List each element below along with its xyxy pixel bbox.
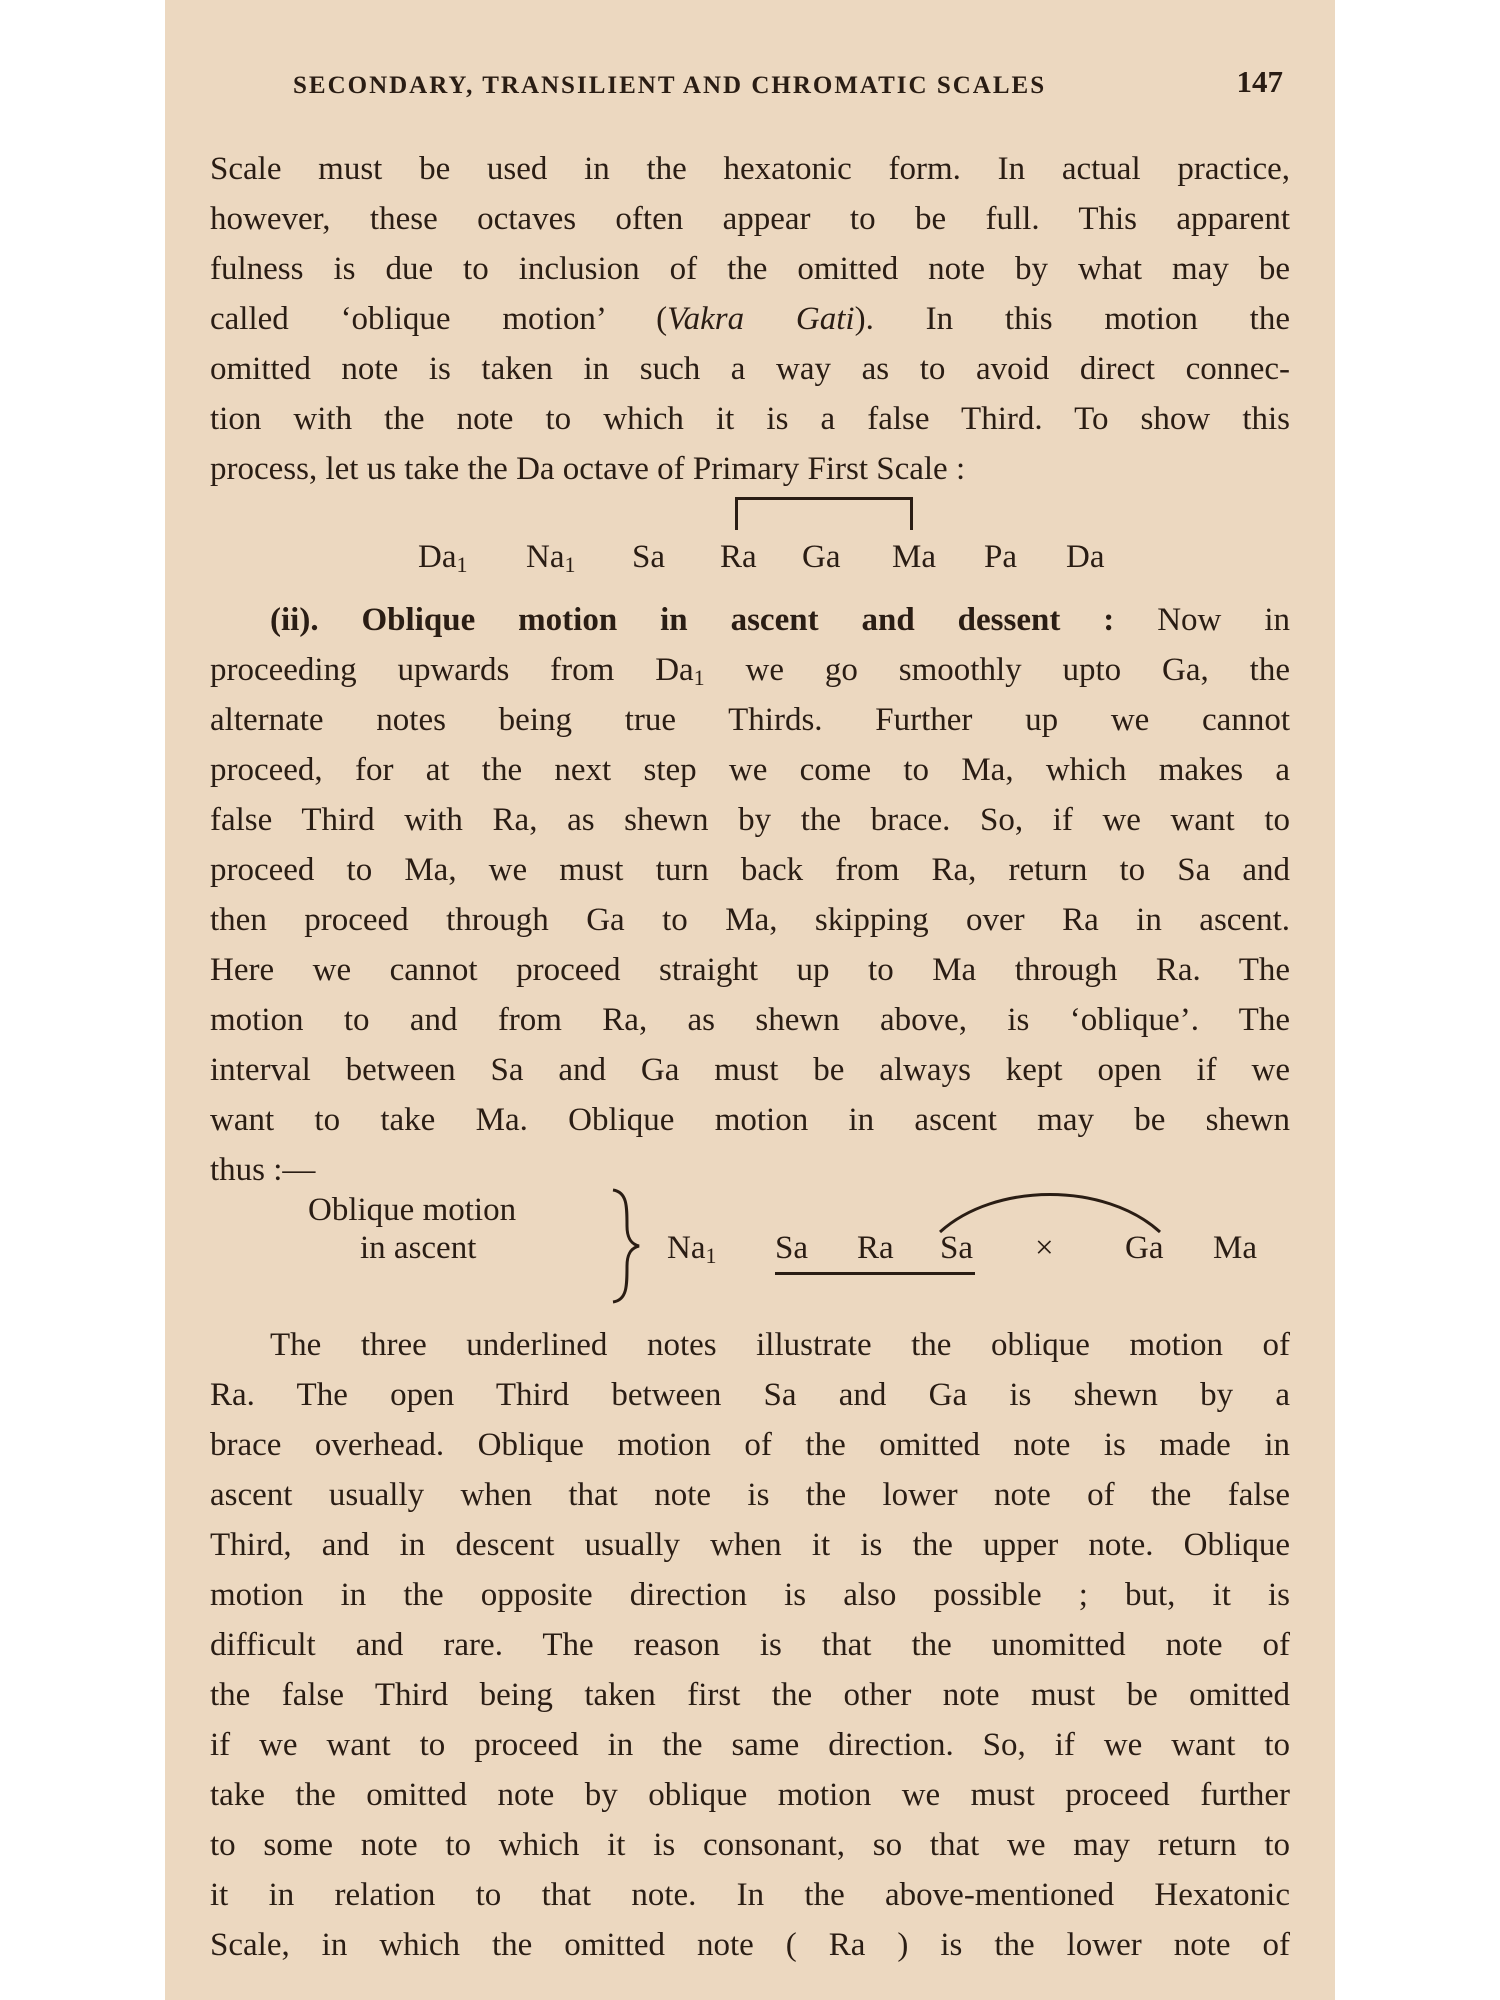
running-head-title: SECONDARY, TRANSILIENT AND CHROMATIC SCALES <box>293 72 1047 99</box>
text-line: difficult and rare. The reason is that the unomitted note of <box>210 1627 1290 1663</box>
seq-note: Sa <box>775 1230 808 1266</box>
text-line: ascent usually when that note is the lower note of the false <box>210 1477 1290 1513</box>
text-line: if we want to proceed in the same direction. So, if we want to <box>210 1727 1290 1763</box>
note <box>526 535 575 587</box>
text-line: alternate notes being true Thirds. Further up we cannot <box>210 702 1290 738</box>
text-line: Scale, in which the omitted note ( Ra ) is the lower note of <box>210 1927 1290 1963</box>
open-third-arc <box>935 1177 1165 1237</box>
text-line: (ii). Oblique motion in ascent and dessent : Now in <box>270 602 1290 638</box>
text-line: take the omitted note by oblique motion we must proceed further <box>210 1777 1290 1813</box>
oblique-motion-example <box>305 1192 1305 1302</box>
note-subscript: 1 <box>564 552 576 577</box>
note: Sa <box>632 539 665 575</box>
text-line: the false Third being taken first the other note must be omitted <box>210 1677 1290 1713</box>
note: Ra <box>720 539 757 575</box>
example-label-line1: Oblique motion <box>308 1192 517 1228</box>
text-line: tion with the note to which it is a false Third. To show this <box>210 401 1290 437</box>
text-line: proceeding upwards from $Da_1$ we go smoothly upto Ga, the <box>210 652 1290 690</box>
curly-brace-icon <box>605 1186 645 1306</box>
note: Ga <box>802 539 841 575</box>
underline-mark <box>775 1272 975 1275</box>
paragraph-2 <box>210 595 1290 1195</box>
text-line: The three underlined notes illustrate the oblique motion of <box>270 1327 1290 1363</box>
paragraph-1 <box>210 144 1290 494</box>
text-line: false Third with Ra, as shewn by the brace. So, if we want to <box>210 802 1290 838</box>
text-line: Scale must be used in the hexatonic form. In actual practice, <box>210 151 1290 187</box>
text-line: motion in the opposite direction is also possible ; but, it is <box>210 1577 1290 1613</box>
text-line: interval between Sa and Ga must be always kept open if we <box>210 1052 1290 1088</box>
text-line: proceed, for at the next step we come to Ma, which makes a <box>210 752 1290 788</box>
text-line: to some note to which it is consonant, so that we may return to <box>210 1827 1290 1863</box>
note-label: Da <box>418 539 457 575</box>
false-third-brace <box>735 497 913 530</box>
text-line: Ra. The open Third between Sa and Ga is shewn by a <box>210 1377 1290 1413</box>
text-line: Here we cannot proceed straight up to Ma through Ra. The <box>210 952 1290 988</box>
seq-note-label: Na <box>667 1230 706 1266</box>
text-line: omitted note is taken in such a way as to avoid direct connec- <box>210 351 1290 387</box>
example-label-line2: in ascent <box>360 1230 477 1266</box>
text-line: proceed to Ma, we must turn back from Ra, return to Sa and <box>210 852 1290 888</box>
text-line: thus :— <box>210 1152 316 1188</box>
seq-note: Ra <box>857 1230 894 1266</box>
text-line: motion to and from Ra, as shewn above, is ‘oblique’. The <box>210 1002 1290 1038</box>
text-line: however, these octaves often appear to be full. This apparent <box>210 201 1290 237</box>
note: Da <box>1066 539 1105 575</box>
text-line: then proceed through Ga to Ma, skipping over Ra in ascent. <box>210 902 1290 938</box>
seq-note <box>667 1230 716 1269</box>
text-line: want to take Ma. Oblique motion in ascent may be shewn <box>210 1102 1290 1138</box>
seq-note: Ga <box>1125 1230 1164 1266</box>
seq-note: Ma <box>1213 1230 1257 1266</box>
note: Ma <box>892 539 936 575</box>
note: Pa <box>984 539 1017 575</box>
cross-mark: × <box>1035 1230 1054 1266</box>
text-line: called ‘oblique motion’ (Vakra Gati). In this motion the <box>210 301 1290 337</box>
note <box>418 535 467 587</box>
paragraph-3 <box>210 1320 1290 1970</box>
note-subscript: 1 <box>456 552 468 577</box>
text-line: fulness is due to inclusion of the omitted note by what may be <box>210 251 1290 287</box>
text-line: it in relation to that note. In the above-mentioned Hexatonic <box>210 1877 1290 1913</box>
seq-note: Sa <box>940 1230 973 1266</box>
text-line: brace overhead. Oblique motion of the omitted note is made in <box>210 1427 1290 1463</box>
seq-note-subscript: 1 <box>705 1243 717 1268</box>
page-number: 147 <box>1236 64 1283 99</box>
text-line: Third, and in descent usually when it is the upper note. Oblique <box>210 1527 1290 1563</box>
text-line: process, let us take the Da octave of Primary First Scale : <box>210 451 966 487</box>
note-label: Na <box>526 539 565 575</box>
